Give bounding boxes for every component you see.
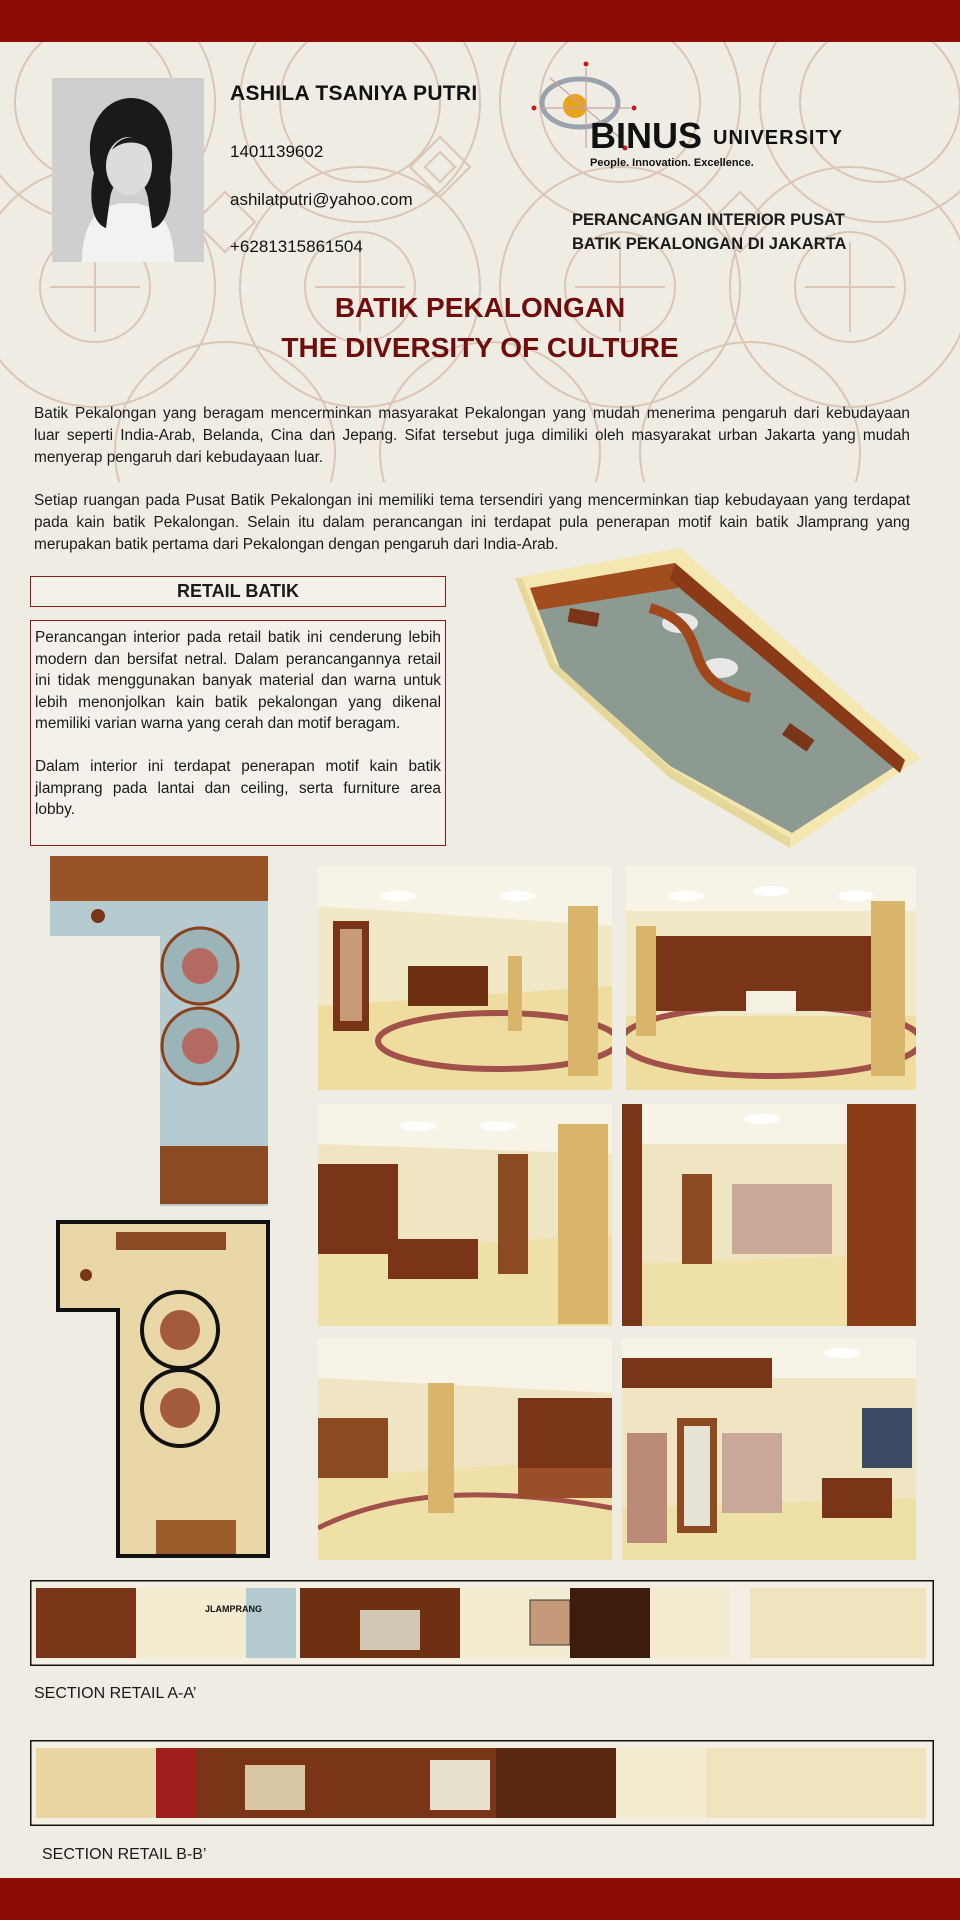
student-phone: +6281315861504	[230, 237, 363, 256]
interior-render-2	[626, 866, 916, 1090]
student-email: ashilatputri@yahoo.com	[230, 190, 413, 209]
project-title-line-2: BATIK PEKALONGAN DI JAKARTA	[572, 235, 847, 253]
interior-render-1	[318, 866, 612, 1090]
project-title-line-1: PERANCANGAN INTERIOR PUSAT	[572, 211, 845, 229]
logo-suffix-text: UNIVERSITY	[713, 127, 844, 149]
section-a-drawing	[30, 1580, 934, 1666]
retail-description-box	[30, 620, 446, 846]
logo-tagline: People. Innovation. Excellence.	[590, 157, 754, 169]
floor-plan-render	[50, 856, 272, 1206]
student-id: 1401139602	[230, 142, 324, 161]
student-photo	[52, 78, 204, 262]
logo-brand-text: BINUS	[590, 115, 703, 156]
retail-heading: RETAIL BATIK	[30, 576, 446, 607]
floor-plan-drawing	[56, 1220, 270, 1558]
project-title	[572, 208, 902, 256]
interior-render-3	[318, 1104, 612, 1326]
intro-paragraph-2: Setiap ruangan pada Pusat Batik Pekalongan ini memiliki tema tersendiri yang mencerminkan tiap kebudayaan yang terdapat pada kain batik Pekalongan. Selain itu dalam perancangan ini terdapat pula penerapan motif kain batik Jlamprang yang merupakan batik pertama dari Pekalongan dengan pengaruh dari India-Arab.	[34, 492, 910, 553]
section-sign-text: JLAMPRANG	[205, 1604, 263, 1614]
interior-render-5	[318, 1338, 612, 1560]
section-a-caption: SECTION RETAIL A-A’	[34, 1685, 197, 1702]
retail-paragraph-1: Perancangan interior pada retail batik ini cenderung lebih modern dan bersifat netral. Dalam perancangannya retail ini tidak menggunakan banyak material dan warna untuk lebih menonjolkan kain batik pekalongan yang dikenal memiliki varian warna yang cerah dan motif beragam.	[35, 629, 441, 733]
intro-paragraph-1: Batik Pekalongan yang beragam mencerminkan masyarakat Pekalongan yang mudah menerima pengaruh dari kebudayaan luar seperti India-Arab, Belanda, Cina dan Jepang. Sifat tersebut juga dimiliki oleh masyarakat urban Jakarta yang mudah menyerap pengaruh dari kebudayaan luar.	[34, 405, 910, 466]
retail-paragraph-2: Dalam interior ini terdapat penerapan motif kain batik jlamprang pada lantai dan ceiling, serta furniture area lobby.	[35, 757, 441, 819]
poster-title-line-1: BATIK PEKALONGAN	[334, 292, 626, 323]
section-b-caption: SECTION RETAIL B-B’	[42, 1846, 207, 1863]
bottom-banner	[0, 1878, 960, 1920]
interior-render-4	[622, 1104, 916, 1326]
isometric-retail-view	[510, 548, 928, 848]
poster-title-line-2: THE DIVERSITY OF CULTURE	[281, 332, 679, 363]
interior-render-6	[622, 1338, 916, 1560]
binus-logo	[530, 58, 860, 178]
section-b-drawing	[30, 1740, 934, 1826]
student-name: ASHILA TSANIYA PUTRI	[230, 82, 478, 105]
top-banner	[0, 0, 960, 42]
